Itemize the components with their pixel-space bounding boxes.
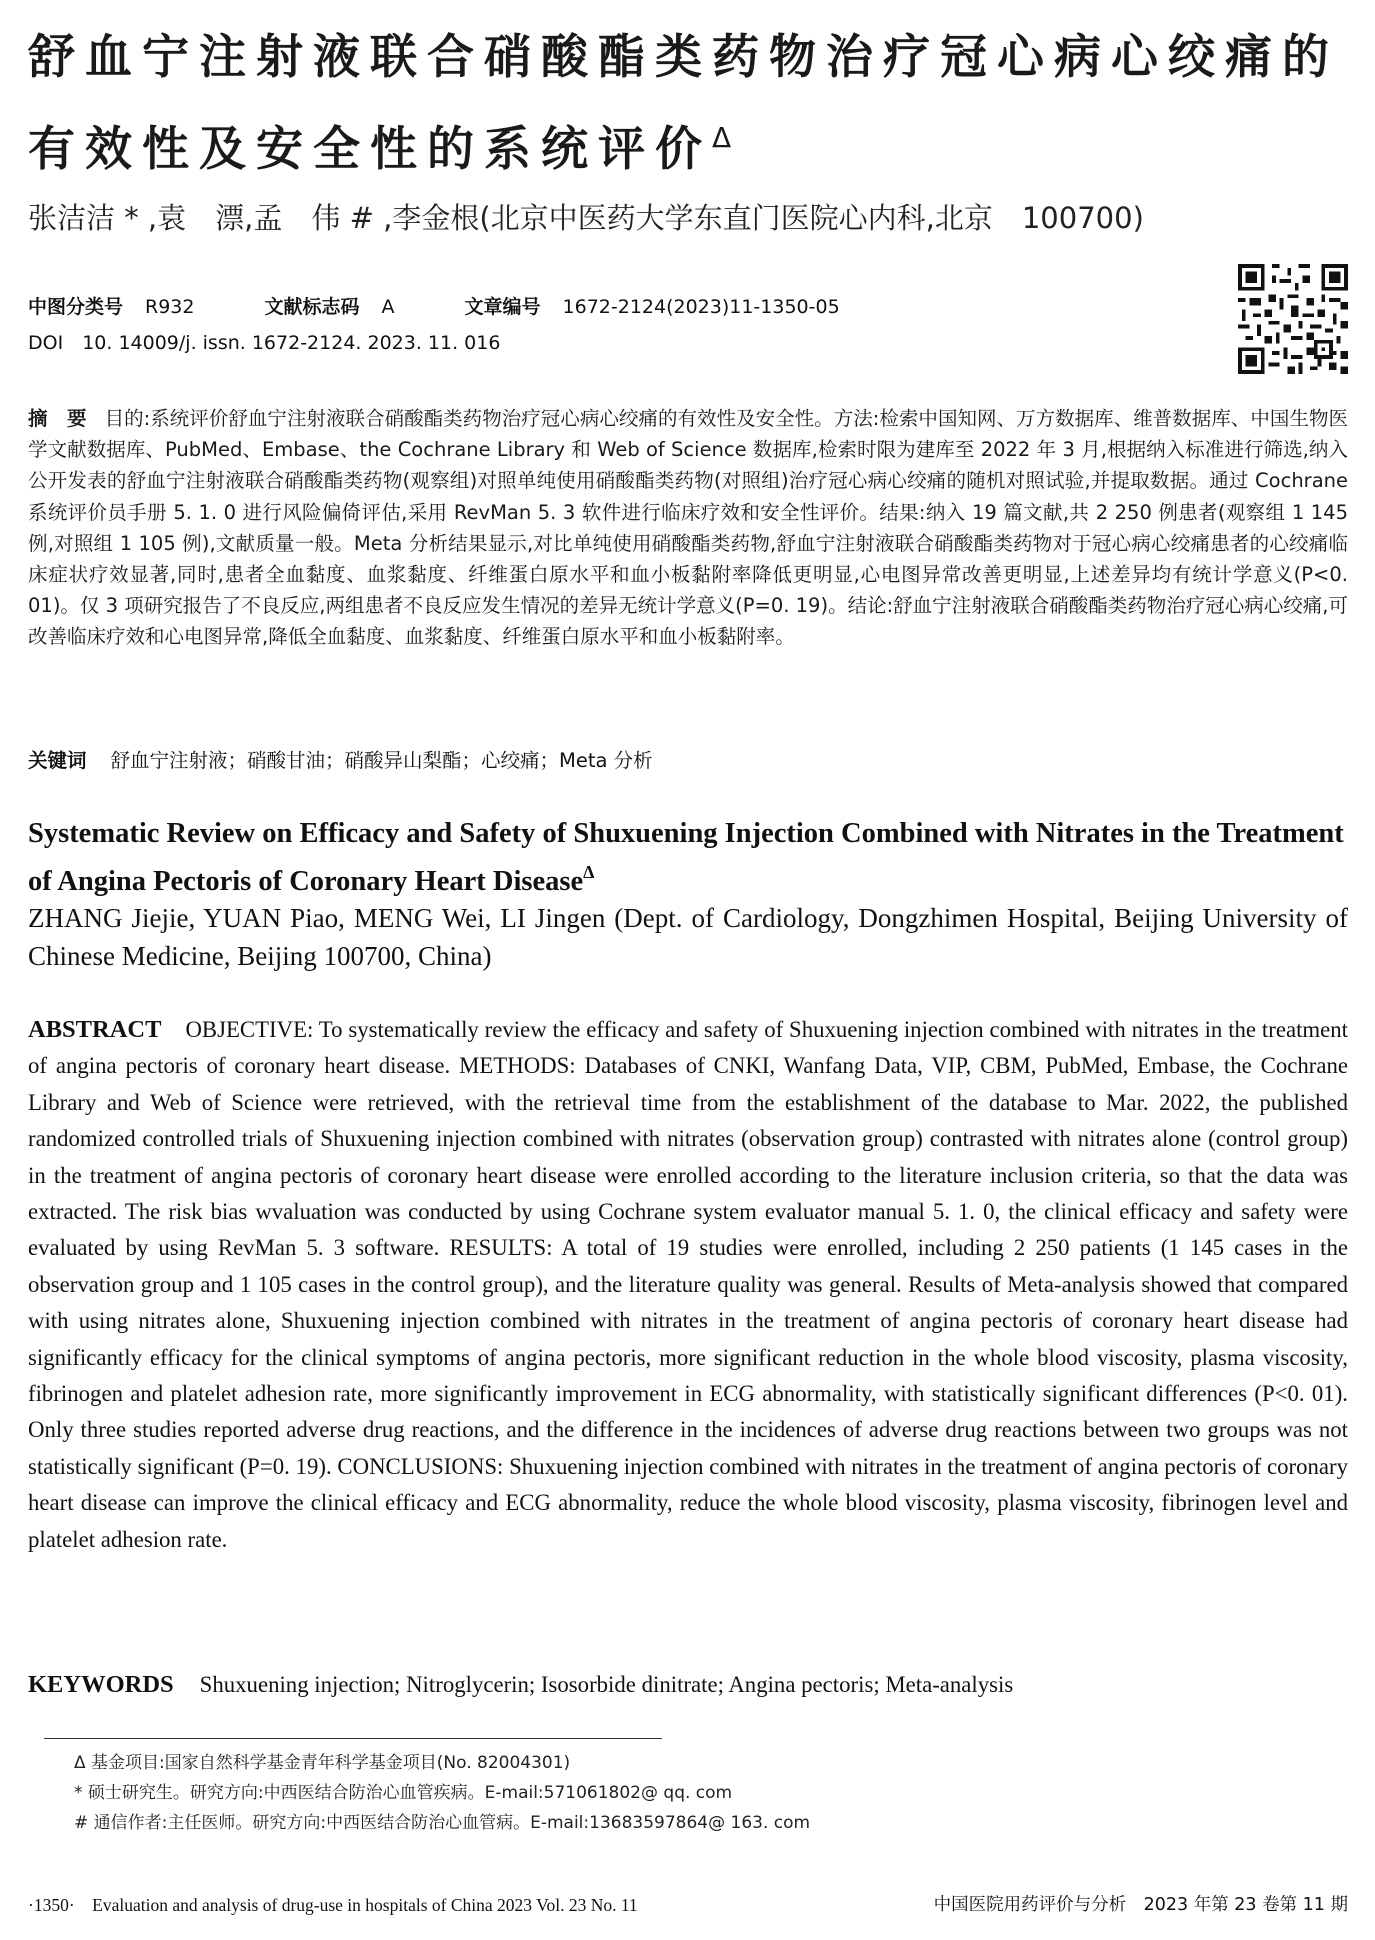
cn-title-text: 舒血宁注射液联合硝酸酯类药物治疗冠心病心绞痛的有效性及安全性的系统评价	[28, 30, 1339, 177]
abstract-cn-label: 摘 要	[28, 407, 87, 430]
keywords-en-label: KEYWORDS	[28, 1671, 174, 1698]
keywords-cn-label: 关键词	[28, 749, 87, 772]
keywords-en	[28, 1669, 1348, 1701]
footnote-corresponding-author: # 通信作者:主任医师。研究方向:中西医结合防治心血管病。E-mail:13683597864@ 163. com	[74, 1813, 811, 1833]
abstract-en	[28, 1012, 1348, 1558]
en-title-text: Systematic Review on Efficacy and Safety of Shuxuening Injection Combined with Nitrates in the Treatment of Angina Pectoris of Coronary Heart Disease	[28, 818, 1344, 897]
footnote-first-author: * 硕士研究生。研究方向:中西医结合防治心血管疾病。E-mail:571061802@ qq. com	[74, 1783, 733, 1803]
footer-journal-cn: 中国医院用药评价与分析 2023 年第 23 卷第 11 期	[933, 1895, 1348, 1915]
article-no-value: 1672-2124(2023)11-1350-05	[562, 296, 840, 318]
qr-code-icon	[1238, 264, 1348, 374]
cn-title-fund-mark: Δ	[712, 121, 732, 154]
doi: DOI 10. 14009/j. issn. 1672-2124. 2023. 11. 016	[28, 332, 501, 354]
keywords-en-text: Shuxuening injection; Nitroglycerin; Isosorbide dinitrate; Angina pectoris; Meta-analysis	[199, 1672, 1014, 1697]
abstract-cn-text: 目的:系统评价舒血宁注射液联合硝酸酯类药物治疗冠心病心绞痛的有效性及安全性。方法:检索中国知网、万方数据库、维普数据库、中国生物医学文献数据库、PubMed、Embase、the Cochrane Library 和 Web of Science 数据库,检索时限为建库至 2022 年 3 月,根据纳入标准进行筛选,纳入公开发表的舒血宁注射液联合硝酸酯类药物(观察组)对照单纯使用硝酸酯类药物(对照组)治疗冠心病心绞痛的随机对照试验,并提取数据。通过 Cochrane 系统评价员手册 5. 1. 0 进行风险偏倚评估,采用 RevMan 5. 3 软件进行临床疗效和安全性评价。结果:纳入 19 篇文献,共 2 250 例患者(观察组 1 145 例,对照组 1 105 例),文献质量一般。Meta 分析结果显示,对比单纯使用硝酸酯类药物,舒血宁注射液联合硝酸酯类药物对于冠心病心绞痛患者的心绞痛临床症状疗效显著,同时,患者全血黏度、血浆黏度、纤维蛋白原水平和血小板黏附率降低更明显,心电图异常改善更明显,上述差异均有统计学意义(P<0. 01)。仅 3 项研究报告了不良反应,两组患者不良反应发生情况的差异无统计学意义(P=0. 19)。结论:舒血宁注射液联合硝酸酯类药物治疗冠心病心绞痛,可改善临床疗效和心电图异常,降低全血黏度、血浆黏度、纤维蛋白原水平和血小板黏附率。	[28, 407, 1348, 649]
footnote-fund: Δ 基金项目:国家自然科学基金青年科学基金项目(No. 82004301)	[74, 1753, 571, 1773]
clc-label: 中图分类号	[28, 296, 124, 318]
abstract-cn	[28, 403, 1348, 653]
keywords-cn-text: 舒血宁注射液；硝酸甘油；硝酸异山梨酯；心绞痛；Meta 分析	[110, 749, 653, 772]
footer-journal-en: ·1350· Evaluation and analysis of drug-use in hospitals of China 2023 Vol. 23 No. 11	[28, 1895, 638, 1915]
en-title-fund-mark: Δ	[583, 862, 595, 882]
page-footer	[28, 1890, 1348, 1920]
cn-title	[28, 18, 1348, 190]
clc-value: R932	[145, 296, 195, 318]
article-meta	[28, 294, 1208, 320]
cn-authors: 张洁洁 * ,袁 漂,孟 伟 # ,李金根(北京中医药大学东直门医院心内科,北京 100700)	[28, 201, 1144, 235]
en-authors: ZHANG Jiejie, YUAN Piao, MENG Wei, LI Jingen (Dept. of Cardiology, Dongzhimen Hospital, Beijing University of Chinese Medicine, Beijing 100700, China)	[28, 903, 1348, 971]
abstract-en-text: OBJECTIVE: To systematically review the efficacy and safety of Shuxuening injection combined with nitrates in the treatment of angina pectoris of coronary heart disease. METHODS: Databases of CNKI, Wanfang Data, VIP, CBM, PubMed, Embase, the Cochrane Library and Web of Science were retrieved, with the retrieval time from the establishment of the database to Mar. 2022, the published randomized controlled trials of Shuxuening injection combined with nitrates (observation group) contrasted with nitrates alone (control group) in the treatment of angina pectoris of coronary heart disease were enrolled according to the literature inclusion criteria, so that the data was extracted. The risk bias wvaluation was conducted by using Cochrane system evaluator manual 5. 1. 0, the clinical efficacy and safety were evaluated by using RevMan 5. 3 software. RESULTS: A total of 19 studies were enrolled, including 2 250 patients (1 145 cases in the observation group and 1 105 cases in the control group), and the literature quality was general. Results of Meta-analysis showed that compared with using nitrates alone, Shuxuening injection combined with nitrates in the treatment of angina pectoris of coronary heart disease had significantly efficacy for the clinical symptoms of angina pectoris, more significant reduction in the whole blood viscosity, plasma viscosity, fibrinogen and platelet adhesion rate, more significantly improvement in ECG abnormality, with statistically significant differences (P<0. 01). Only three studies reported adverse drug reactions, and the difference in the incidences of adverse drug reactions between two groups was not statistically significant (P=0. 19). CONCLUSIONS: Shuxuening injection combined with nitrates in the treatment of angina pectoris of coronary heart disease can improve the clinical efficacy and ECG abnormality, reduce the whole blood viscosity, plasma viscosity, fibrinogen level and platelet adhesion rate.	[28, 1017, 1348, 1552]
doc-code-label: 文献标志码	[264, 296, 360, 318]
footnotes	[74, 1748, 1174, 1838]
article-no-label: 文章编号	[464, 296, 541, 318]
en-title	[28, 815, 1348, 901]
keywords-cn	[28, 746, 1348, 776]
footnote-divider	[44, 1738, 662, 1739]
abstract-en-label: ABSTRACT	[28, 1016, 162, 1043]
doc-code-value: A	[381, 296, 395, 318]
